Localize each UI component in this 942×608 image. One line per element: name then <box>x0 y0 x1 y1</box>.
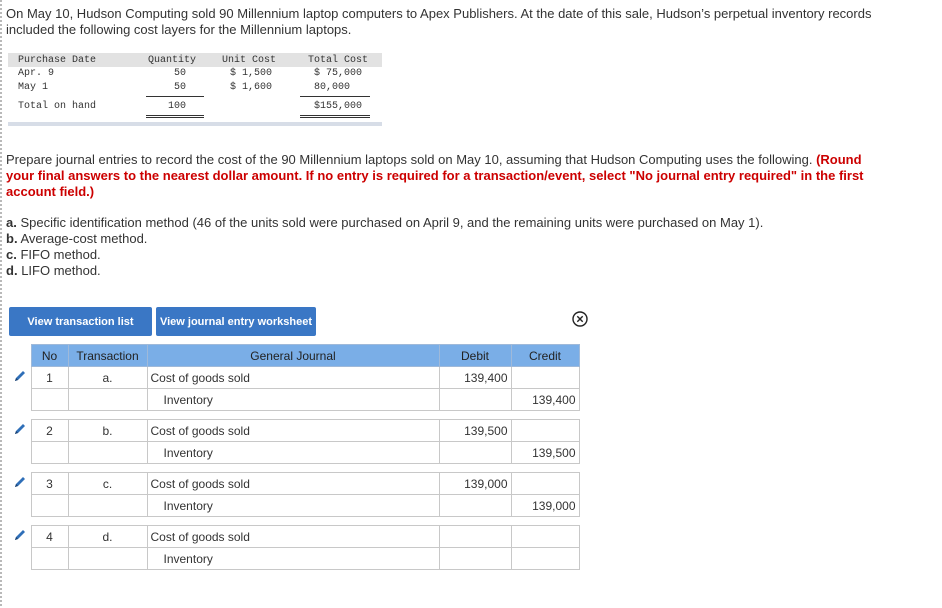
total-on-hand-label: Total on hand <box>18 101 97 112</box>
credit-amount-field[interactable]: 139,400 <box>511 389 579 411</box>
entry-number-empty <box>31 442 68 464</box>
entry-transaction: d. <box>68 526 147 548</box>
edit-cell-empty <box>9 389 31 411</box>
requirement-item <box>6 215 763 231</box>
requirements-list <box>6 215 763 279</box>
entry-number: 2 <box>31 420 68 442</box>
credit-account-field[interactable]: Inventory <box>147 389 439 411</box>
edit-cell <box>9 420 31 442</box>
instruction-text: Prepare journal entries to record the cost of the 90 Millennium laptops sold on May 10, assuming that Hudson Computing uses the following. <box>6 152 813 167</box>
col-header-no: No <box>31 345 68 367</box>
debit-account-field[interactable]: Cost of goods sold <box>147 526 439 548</box>
debit-amount-field[interactable]: 139,500 <box>439 420 511 442</box>
credit-amount-field[interactable] <box>511 526 579 548</box>
row-spacer <box>9 411 579 420</box>
debit-amount-field[interactable] <box>439 442 511 464</box>
credit-account-field[interactable]: Inventory <box>147 548 439 570</box>
journal-row-credit <box>9 548 579 570</box>
layer-date: May 1 <box>18 82 49 93</box>
quantity-double-underline <box>146 115 204 116</box>
debit-amount-field[interactable] <box>439 389 511 411</box>
col-header-credit: Credit <box>511 345 579 367</box>
instruction-emphasis: (Round your final answers to the nearest dollar amount. If no entry is required for a transaction/event, select "No journal entry required" in the first account field.) <box>6 152 864 199</box>
layer-unit-cost: $ 1,500 <box>230 68 273 79</box>
credit-amount-field[interactable]: 139,500 <box>511 442 579 464</box>
requirement-item <box>6 247 763 263</box>
edit-cell <box>9 526 31 548</box>
layer-date: Apr. 9 <box>18 68 55 79</box>
requirement-text: Average-cost method. <box>20 231 148 246</box>
entry-transaction: c. <box>68 473 147 495</box>
layer-quantity: 50 <box>174 68 187 79</box>
view-transaction-list-button[interactable]: View transaction list <box>9 307 152 336</box>
view-journal-entry-worksheet-button[interactable]: View journal entry worksheet <box>156 307 316 336</box>
debit-amount-field[interactable] <box>439 548 511 570</box>
entry-number: 3 <box>31 473 68 495</box>
layer-total-cost: $ 75,000 <box>314 68 363 79</box>
credit-amount-field[interactable] <box>511 367 579 389</box>
col-header-transaction: Transaction <box>68 345 147 367</box>
journal-row-credit <box>9 442 579 464</box>
edit-cell <box>9 473 31 495</box>
requirement-text: Specific identification method (46 of the units sold were purchased on April 9, and the remaining units were purchased on May 1). <box>20 215 764 230</box>
debit-amount-field[interactable] <box>439 526 511 548</box>
journal-row-credit <box>9 389 579 411</box>
row-spacer <box>9 464 579 473</box>
problem-intro: On May 10, Hudson Computing sold 90 Millennium laptop computers to Apex Publishers. At the date of this sale, Hudson’s perpetual inventory records included the following cost layers for the Millennium laptops. <box>6 6 872 37</box>
entry-number-empty <box>31 548 68 570</box>
journal-row-debit <box>9 367 579 389</box>
entry-transaction-empty <box>68 548 147 570</box>
journal-row-credit <box>9 495 579 517</box>
journal-row-debit <box>9 420 579 442</box>
layer-unit-cost: $ 1,600 <box>230 82 273 93</box>
debit-account-field[interactable]: Cost of goods sold <box>147 367 439 389</box>
debit-account-field[interactable]: Cost of goods sold <box>147 420 439 442</box>
debit-account-field[interactable]: Cost of goods sold <box>147 473 439 495</box>
entry-number: 4 <box>31 526 68 548</box>
credit-amount-field[interactable] <box>511 548 579 570</box>
requirement-item <box>6 263 763 279</box>
requirement-letter: d. <box>6 263 18 278</box>
layer-total-cost: 80,000 <box>314 82 351 93</box>
col-header-general-journal: General Journal <box>147 345 439 367</box>
entry-transaction-empty <box>68 389 147 411</box>
entry-number-empty <box>31 389 68 411</box>
total-cost: $155,000 <box>314 101 363 112</box>
entry-transaction-empty <box>68 442 147 464</box>
close-circle-icon[interactable] <box>572 311 588 327</box>
pencil-edit-icon[interactable] <box>13 369 27 383</box>
left-edge-marker <box>0 0 2 608</box>
entry-transaction: b. <box>68 420 147 442</box>
total-underline <box>300 96 370 97</box>
credit-account-field[interactable]: Inventory <box>147 495 439 517</box>
requirement-letter: a. <box>6 215 17 230</box>
debit-amount-field[interactable]: 139,000 <box>439 473 511 495</box>
table-footer-bar <box>8 122 382 126</box>
total-double-underline <box>300 117 370 118</box>
edit-cell-empty <box>9 548 31 570</box>
total-quantity: 100 <box>168 101 187 112</box>
journal-table <box>9 344 580 570</box>
credit-amount-field[interactable]: 139,000 <box>511 495 579 517</box>
pencil-edit-icon[interactable] <box>13 528 27 542</box>
col-header-purchase-date: Purchase Date <box>18 55 97 66</box>
edit-column-header <box>9 345 31 367</box>
entry-transaction: a. <box>68 367 147 389</box>
journal-row-debit <box>9 526 579 548</box>
cost-layers-table <box>8 50 382 130</box>
debit-amount-field[interactable]: 139,400 <box>439 367 511 389</box>
requirement-item <box>6 231 763 247</box>
requirement-letter: b. <box>6 231 18 246</box>
requirement-letter: c. <box>6 247 17 262</box>
col-header-unit-cost: Unit Cost <box>222 55 277 66</box>
col-header-total-cost: Total Cost <box>308 55 369 66</box>
journal-row-debit <box>9 473 579 495</box>
credit-amount-field[interactable] <box>511 420 579 442</box>
instructions <box>6 152 866 200</box>
row-spacer <box>9 517 579 526</box>
entry-number: 1 <box>31 367 68 389</box>
total-double-underline <box>300 115 370 116</box>
layer-quantity: 50 <box>174 82 187 93</box>
entry-number-empty <box>31 495 68 517</box>
requirement-text: LIFO method. <box>21 263 101 278</box>
edit-cell-empty <box>9 442 31 464</box>
debit-amount-field[interactable] <box>439 495 511 517</box>
credit-account-field[interactable]: Inventory <box>147 442 439 464</box>
requirement-text: FIFO method. <box>20 247 101 262</box>
credit-amount-field[interactable] <box>511 473 579 495</box>
entry-transaction-empty <box>68 495 147 517</box>
pencil-edit-icon[interactable] <box>13 475 27 489</box>
col-header-quantity: Quantity <box>148 55 197 66</box>
quantity-underline <box>146 96 204 97</box>
pencil-edit-icon[interactable] <box>13 422 27 436</box>
quantity-double-underline <box>146 117 204 118</box>
col-header-debit: Debit <box>439 345 511 367</box>
edit-cell-empty <box>9 495 31 517</box>
edit-cell <box>9 367 31 389</box>
